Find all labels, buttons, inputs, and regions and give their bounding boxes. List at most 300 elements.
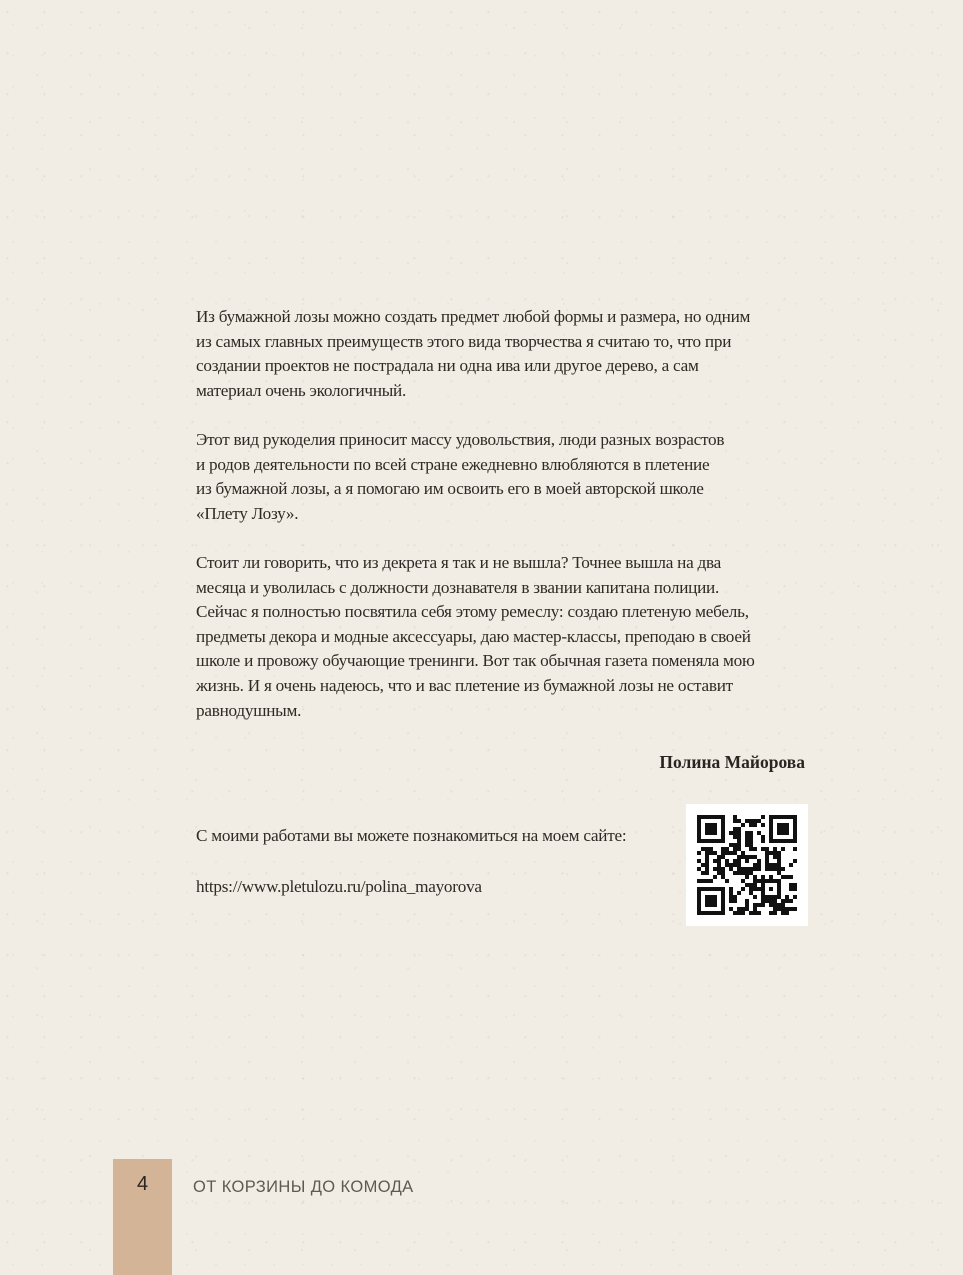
qr-code-graphic	[697, 815, 797, 915]
qr-module	[781, 903, 785, 907]
qr-module	[781, 907, 785, 911]
qr-module	[705, 871, 709, 875]
qr-module	[725, 879, 729, 883]
qr-module	[697, 827, 701, 831]
qr-module	[761, 839, 765, 843]
qr-module	[705, 867, 709, 871]
qr-module	[761, 895, 765, 899]
qr-module	[713, 903, 717, 907]
qr-module	[725, 851, 729, 855]
qr-module	[757, 879, 761, 883]
text-line: Сейчас я полностью посвятила себя этому ремеслу: создаю плетеную мебель,	[196, 602, 749, 622]
qr-module	[713, 839, 717, 843]
qr-module	[725, 863, 729, 867]
qr-module	[729, 843, 733, 847]
qr-module	[741, 871, 745, 875]
qr-module	[741, 879, 745, 883]
qr-module	[789, 815, 793, 819]
qr-module	[769, 875, 773, 879]
qr-module	[753, 819, 757, 823]
qr-module	[753, 883, 757, 887]
page-number: 4	[136, 1173, 149, 1195]
qr-module	[761, 835, 765, 839]
qr-module	[765, 863, 769, 867]
qr-module	[705, 847, 709, 851]
qr-module	[789, 875, 793, 879]
qr-module	[713, 899, 717, 903]
qr-module	[761, 815, 765, 819]
paragraph-1	[196, 305, 808, 403]
qr-module	[789, 883, 793, 887]
qr-module	[749, 855, 753, 859]
qr-module	[697, 831, 701, 835]
qr-module	[781, 831, 785, 835]
qr-module	[721, 887, 725, 891]
qr-module	[777, 895, 781, 899]
qr-module	[785, 875, 789, 879]
qr-module	[793, 815, 797, 819]
qr-module	[793, 847, 797, 851]
qr-module	[697, 887, 701, 891]
qr-module	[765, 859, 769, 863]
qr-module	[765, 847, 769, 851]
qr-module	[709, 879, 713, 883]
qr-module	[773, 879, 777, 883]
qr-module	[737, 835, 741, 839]
qr-module	[729, 851, 733, 855]
qr-module	[769, 831, 773, 835]
qr-module	[757, 903, 761, 907]
qr-module	[697, 879, 701, 883]
qr-module	[705, 827, 709, 831]
qr-module	[733, 843, 737, 847]
qr-module	[733, 863, 737, 867]
qr-module	[721, 911, 725, 915]
qr-module	[709, 903, 713, 907]
qr-module	[733, 851, 737, 855]
qr-module	[761, 891, 765, 895]
qr-module	[745, 855, 749, 859]
qr-module	[697, 823, 701, 827]
qr-module	[709, 895, 713, 899]
qr-module	[733, 819, 737, 823]
qr-module	[701, 863, 705, 867]
qr-module	[717, 859, 721, 863]
qr-module	[729, 899, 733, 903]
qr-module	[705, 831, 709, 835]
qr-module	[785, 899, 789, 903]
qr-module	[777, 815, 781, 819]
qr-module	[749, 843, 753, 847]
qr-module	[753, 903, 757, 907]
text-line: Этот вид рукоделия приносит массу удовольствия, люди разных возрастов	[196, 429, 725, 449]
qr-module	[729, 907, 733, 911]
qr-module	[721, 827, 725, 831]
qr-module	[769, 827, 773, 831]
qr-module	[769, 863, 773, 867]
text-line: жизнь. И я очень надеюсь, что и вас плетение из бумажной лозы не оставит	[196, 675, 733, 695]
qr-module	[737, 843, 741, 847]
qr-module	[709, 831, 713, 835]
qr-module	[697, 815, 701, 819]
qr-code-icon[interactable]	[686, 804, 808, 926]
qr-module	[749, 835, 753, 839]
qr-module	[733, 899, 737, 903]
qr-module	[753, 855, 757, 859]
qr-module	[737, 819, 741, 823]
qr-module	[733, 835, 737, 839]
qr-module	[705, 911, 709, 915]
qr-module	[789, 907, 793, 911]
qr-module	[753, 823, 757, 827]
qr-module	[761, 903, 765, 907]
qr-module	[737, 867, 741, 871]
qr-module	[745, 835, 749, 839]
qr-module	[781, 899, 785, 903]
qr-module	[785, 895, 789, 899]
text-line: и родов деятельности по всей стране ежедневно влюбляются в плетение	[196, 454, 710, 474]
qr-module	[753, 895, 757, 899]
qr-module	[705, 855, 709, 859]
qr-module	[709, 911, 713, 915]
qr-module	[761, 847, 765, 851]
qr-module	[749, 871, 753, 875]
qr-module	[757, 863, 761, 867]
text-line: из бумажной лозы, а я помогаю им освоить его в моей авторской школе	[196, 479, 704, 499]
qr-module	[721, 815, 725, 819]
qr-module	[741, 867, 745, 871]
qr-module	[721, 871, 725, 875]
qr-module	[729, 895, 733, 899]
qr-module	[721, 867, 725, 871]
qr-module	[769, 887, 773, 891]
qr-module	[793, 819, 797, 823]
qr-module	[709, 887, 713, 891]
qr-module	[729, 891, 733, 895]
qr-module	[777, 883, 781, 887]
qr-module	[697, 851, 701, 855]
qr-module	[785, 911, 789, 915]
qr-module	[781, 815, 785, 819]
qr-module	[753, 875, 757, 879]
qr-module	[697, 835, 701, 839]
qr-module	[769, 903, 773, 907]
qr-module	[745, 871, 749, 875]
text-line: школе и провожу обучающие тренинги. Вот так обычная газета поменяла мою	[196, 651, 755, 671]
qr-module	[713, 887, 717, 891]
qr-module	[793, 887, 797, 891]
text-line: Стоит ли говорить, что из декрета я так и не вышла? Точнее вышла на два	[196, 552, 722, 572]
qr-module	[745, 903, 749, 907]
running-title: ОТ КОРЗИНЫ ДО КОМОДА	[193, 1178, 414, 1196]
qr-module	[773, 847, 777, 851]
qr-module	[749, 887, 753, 891]
qr-module	[729, 887, 733, 891]
qr-module	[697, 891, 701, 895]
website-url-link[interactable]: https://www.pletulozu.ru/polina_mayorova	[196, 877, 482, 896]
qr-module	[745, 867, 749, 871]
text-line: материал очень экологичный.	[196, 380, 407, 400]
qr-module	[777, 859, 781, 863]
qr-module	[705, 839, 709, 843]
qr-module	[713, 851, 717, 855]
qr-module	[761, 899, 765, 903]
qr-module	[705, 903, 709, 907]
qr-module	[713, 875, 717, 879]
qr-module	[717, 887, 721, 891]
qr-module	[717, 863, 721, 867]
qr-module	[769, 867, 773, 871]
qr-module	[717, 911, 721, 915]
qr-module	[721, 819, 725, 823]
qr-module	[765, 899, 769, 903]
qr-module	[745, 883, 749, 887]
qr-module	[721, 855, 725, 859]
qr-module	[721, 875, 725, 879]
qr-module	[793, 883, 797, 887]
qr-module	[741, 907, 745, 911]
qr-module	[753, 847, 757, 851]
qr-module	[745, 839, 749, 843]
qr-module	[705, 851, 709, 855]
text-line: месяца и уволилась с должности дознавателя в звании капитана полиции.	[196, 577, 720, 597]
qr-module	[737, 855, 741, 859]
qr-module	[773, 907, 777, 911]
qr-module	[713, 827, 717, 831]
qr-module	[761, 887, 765, 891]
qr-module	[745, 875, 749, 879]
qr-module	[701, 887, 705, 891]
qr-module	[757, 819, 761, 823]
qr-module	[765, 855, 769, 859]
text-line: предметы декора и модные аксессуары, даю мастер-классы, преподаю в своей	[196, 626, 751, 646]
qr-module	[781, 839, 785, 843]
qr-module	[773, 895, 777, 899]
qr-module	[769, 823, 773, 827]
qr-module	[697, 907, 701, 911]
qr-module	[749, 823, 753, 827]
qr-module	[721, 891, 725, 895]
qr-module	[773, 899, 777, 903]
qr-module	[721, 823, 725, 827]
qr-module	[705, 879, 709, 883]
qr-module	[745, 859, 749, 863]
qr-module	[737, 839, 741, 843]
qr-module	[721, 907, 725, 911]
qr-module	[713, 859, 717, 863]
qr-module	[773, 851, 777, 855]
qr-module	[717, 855, 721, 859]
qr-module	[769, 815, 773, 819]
qr-module	[757, 887, 761, 891]
qr-module	[761, 883, 765, 887]
qr-module	[781, 847, 785, 851]
qr-module	[713, 831, 717, 835]
qr-module	[765, 895, 769, 899]
qr-module	[697, 839, 701, 843]
qr-module	[721, 903, 725, 907]
qr-module	[741, 855, 745, 859]
qr-module	[733, 815, 737, 819]
qr-module	[709, 839, 713, 843]
qr-module	[733, 847, 737, 851]
qr-module	[777, 887, 781, 891]
qr-module	[777, 879, 781, 883]
qr-module	[725, 859, 729, 863]
qr-module	[709, 847, 713, 851]
qr-module	[777, 827, 781, 831]
qr-module	[697, 899, 701, 903]
qr-module	[773, 867, 777, 871]
qr-module	[709, 815, 713, 819]
qr-module	[725, 847, 729, 851]
qr-module	[793, 895, 797, 899]
qr-module	[701, 879, 705, 883]
qr-module	[773, 815, 777, 819]
qr-module	[733, 871, 737, 875]
qr-module	[753, 911, 757, 915]
qr-module	[737, 891, 741, 895]
author-signature: Полина Майорова	[659, 752, 805, 772]
qr-module	[753, 863, 757, 867]
qr-module	[773, 903, 777, 907]
qr-module	[781, 867, 785, 871]
website-label: С моими работами вы можете познакомиться на моем сайте:	[196, 826, 627, 845]
qr-module	[785, 907, 789, 911]
qr-module	[713, 867, 717, 871]
paragraph-3	[196, 551, 808, 723]
text-line: «Плету Лозу».	[196, 503, 299, 523]
qr-module	[769, 851, 773, 855]
qr-module	[749, 839, 753, 843]
qr-module	[697, 903, 701, 907]
qr-module	[757, 867, 761, 871]
qr-module	[753, 907, 757, 911]
qr-module	[793, 831, 797, 835]
qr-module	[749, 891, 753, 895]
qr-module	[793, 827, 797, 831]
qr-module	[705, 815, 709, 819]
qr-module	[721, 899, 725, 903]
qr-module	[777, 891, 781, 895]
qr-module	[713, 911, 717, 915]
qr-module	[717, 815, 721, 819]
qr-module	[733, 831, 737, 835]
qr-module	[697, 867, 701, 871]
qr-module	[745, 843, 749, 847]
qr-module	[789, 839, 793, 843]
qr-module	[737, 911, 741, 915]
qr-module	[785, 839, 789, 843]
qr-module	[753, 867, 757, 871]
qr-module	[773, 855, 777, 859]
qr-module	[749, 847, 753, 851]
qr-module	[773, 911, 777, 915]
qr-module	[777, 903, 781, 907]
qr-module	[777, 863, 781, 867]
qr-module	[785, 831, 789, 835]
qr-module	[705, 899, 709, 903]
qr-module	[757, 859, 761, 863]
text-line: из самых главных преимуществ этого вида творчества я считаю то, что при	[196, 331, 732, 351]
qr-module	[777, 831, 781, 835]
qr-module	[777, 855, 781, 859]
text-line: создании проектов не пострадала ни одна ива или другое дерево, а сам	[196, 356, 699, 376]
qr-module	[785, 823, 789, 827]
qr-module	[769, 835, 773, 839]
qr-module	[705, 823, 709, 827]
qr-module	[733, 827, 737, 831]
text-line: Из бумажной лозы можно создать предмет любой формы и размера, но одним	[196, 307, 751, 326]
qr-module	[697, 819, 701, 823]
qr-module	[705, 887, 709, 891]
qr-module	[781, 827, 785, 831]
qr-module	[721, 831, 725, 835]
qr-module	[749, 819, 753, 823]
qr-module	[769, 911, 773, 915]
qr-module	[741, 887, 745, 891]
qr-module	[745, 831, 749, 835]
qr-module	[701, 871, 705, 875]
qr-module	[717, 871, 721, 875]
qr-module	[793, 839, 797, 843]
qr-module	[741, 851, 745, 855]
qr-module	[793, 835, 797, 839]
qr-module	[701, 839, 705, 843]
qr-module	[721, 851, 725, 855]
qr-module	[733, 859, 737, 863]
qr-module	[773, 839, 777, 843]
qr-module	[765, 851, 769, 855]
qr-module	[777, 823, 781, 827]
qr-module	[745, 899, 749, 903]
qr-module	[737, 831, 741, 835]
qr-module	[717, 867, 721, 871]
qr-module	[781, 823, 785, 827]
qr-module	[705, 863, 709, 867]
qr-module	[769, 879, 773, 883]
qr-module	[729, 831, 733, 835]
qr-module	[761, 823, 765, 827]
qr-module	[769, 839, 773, 843]
qr-module	[777, 867, 781, 871]
qr-module	[697, 859, 701, 863]
qr-module	[697, 911, 701, 915]
qr-module	[773, 863, 777, 867]
qr-module	[713, 823, 717, 827]
qr-module	[729, 867, 733, 871]
qr-module	[753, 887, 757, 891]
qr-module	[733, 911, 737, 915]
qr-module	[757, 831, 761, 835]
qr-module	[713, 815, 717, 819]
qr-module	[777, 871, 781, 875]
qr-module	[765, 867, 769, 871]
qr-module	[733, 895, 737, 899]
qr-module	[721, 839, 725, 843]
qr-module	[789, 863, 793, 867]
qr-module	[737, 907, 741, 911]
qr-module	[737, 863, 741, 867]
qr-module	[709, 851, 713, 855]
qr-module	[777, 907, 781, 911]
text-line: равнодушным.	[196, 700, 302, 720]
qr-module	[769, 895, 773, 899]
qr-module	[705, 859, 709, 863]
qr-module	[749, 911, 753, 915]
qr-module	[789, 887, 793, 891]
page-number-tab	[113, 1159, 172, 1275]
